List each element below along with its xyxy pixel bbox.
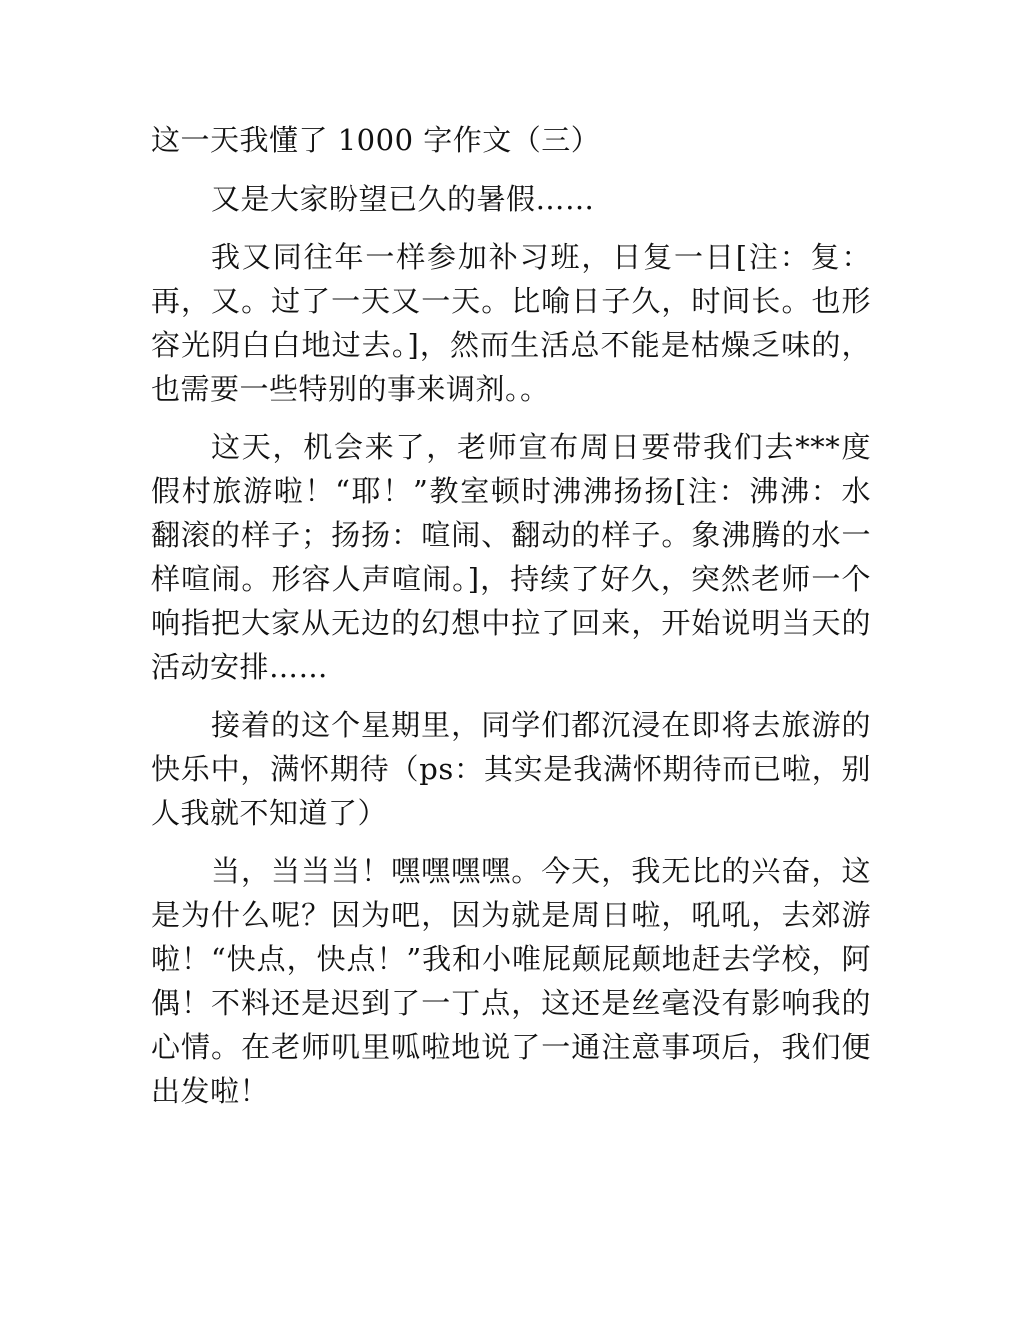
document-body — [151, 118, 871, 1127]
paragraph-2: 我又同往年一样参加补习班，日复一日[注：复：再，又。过了一天又一天。比喻日子久，时间长。也形容光阴白白地过去。]，然而生活总不能是枯燥乏味的，也需要一些特别的事来调剂。。 — [151, 240, 871, 406]
paragraph-4: 接着的这个星期里，同学们都沉浸在即将去旅游的快乐中，满怀期待（ps：其实是我满怀期待而已啦，别人我就不知道了） — [151, 708, 871, 830]
document-title: 这一天我懂了 1000 字作文（三） — [151, 123, 601, 157]
paragraph-5: 当，当当当！嘿嘿嘿嘿。今天，我无比的兴奋，这是为什么呢？因为吧，因为就是周日啦，吼吼，去郊游啦！“快点，快点！”我和小唯屁颠屁颠地赶去学校，阿偶！不料还是迟到了一丁点，这还是丝毫没有影响我的心情。在老师叽里呱啦地说了一通注意事项后，我们便出发啦！ — [151, 854, 871, 1108]
paragraph-3: 这天，机会来了，老师宣布周日要带我们去***度假村旅游啦！“耶！”教室顿时沸沸扬扬[注：沸沸：水翻滚的样子；扬扬：喧闹、翻动的样子。象沸腾的水一样喧闹。形容人声喧闹。]，持续了好久，突然老师一个响指把大家从无边的幻想中拉了回来，开始说明当天的活动安排…… — [151, 430, 871, 684]
paragraph-1: 又是大家盼望已久的暑假…… — [211, 182, 595, 216]
